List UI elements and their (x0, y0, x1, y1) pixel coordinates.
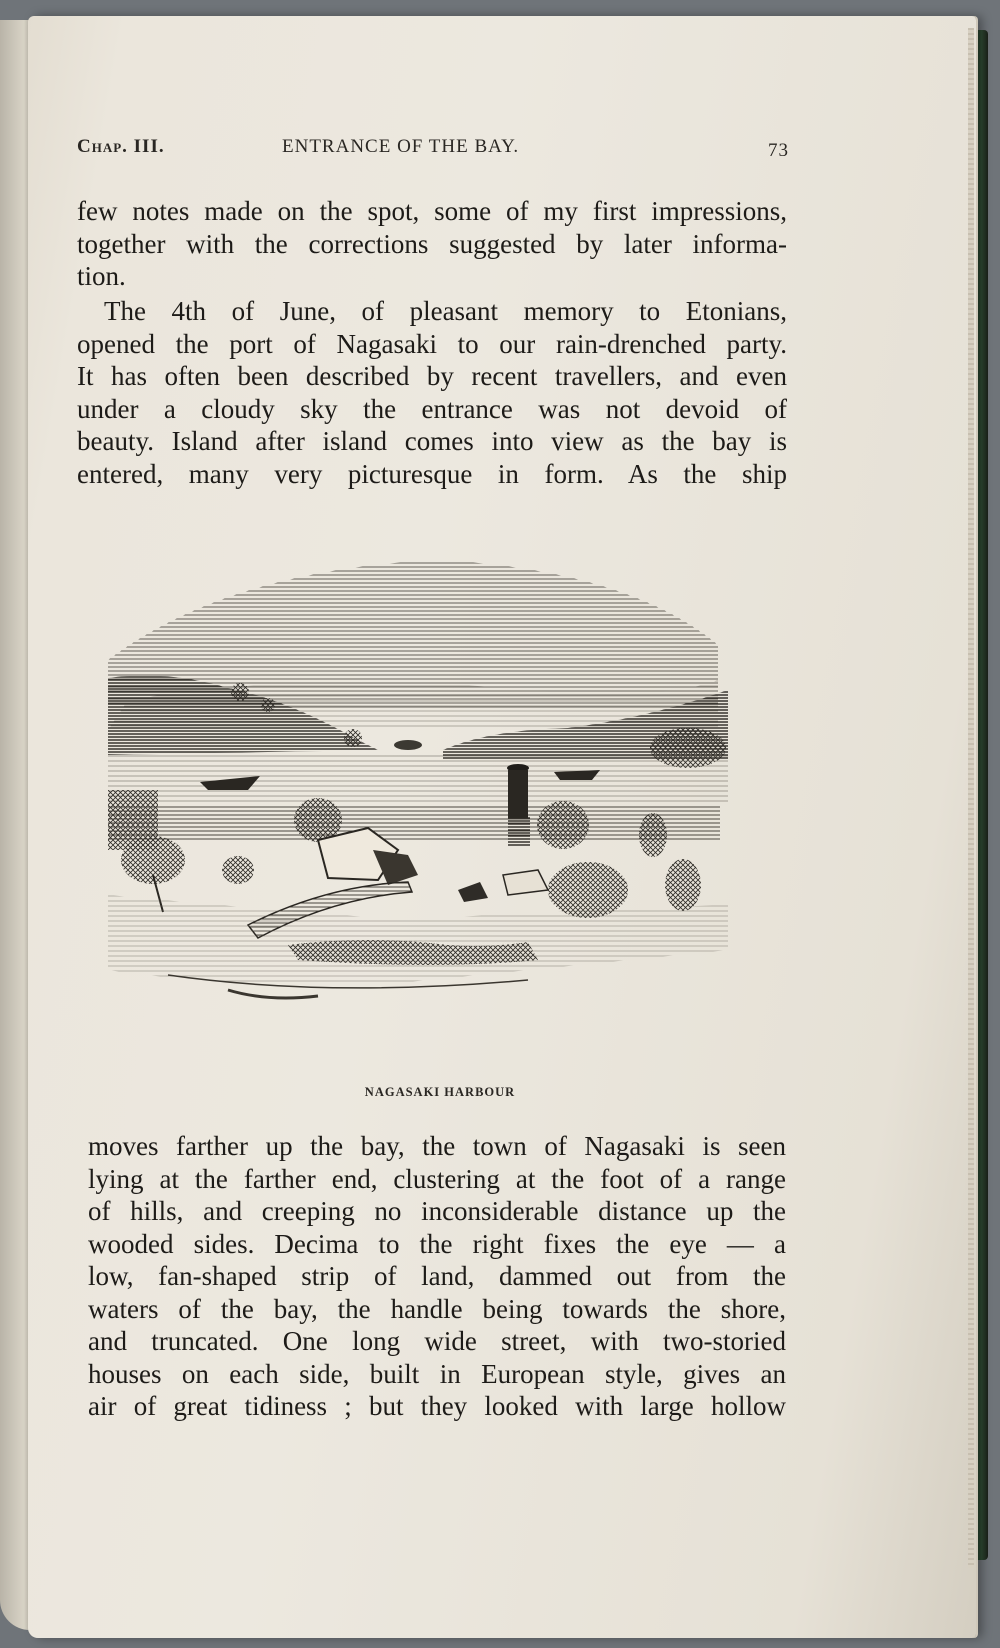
running-title: ENTRANCE OF THE BAY. (282, 136, 520, 157)
page-fore-edge (968, 28, 974, 1568)
text-line: and truncated. One long wide street, with two-storied (88, 1326, 786, 1356)
text-line: The 4th of June, of pleasant memory to Etonians, (104, 296, 787, 326)
text-line: houses on each side, built in European style, gives an (88, 1358, 786, 1389)
text-line: tion. (77, 261, 126, 291)
text-line: lying at the farther end, clustering at the foot of a range (88, 1163, 786, 1194)
text-line: few notes made on the spot, some of my first impressions, (77, 196, 787, 226)
text-line: waters of the bay, the handle being towards the shore, (88, 1293, 786, 1324)
text-line: of hills, and creeping no inconsiderable distance up the (88, 1196, 786, 1226)
paragraph-2 (77, 295, 787, 490)
text-line: air of great tidiness ; but they looked with large hollow (88, 1391, 786, 1421)
paragraph-1 (77, 195, 787, 293)
text-line: low, fan-shaped strip of land, dammed out from the (88, 1261, 786, 1291)
text-line: It has often been described by recent travellers, and even (77, 361, 787, 391)
text-line: moves farther up the bay, the town of Nagasaki is seen (88, 1131, 786, 1161)
text-line: beauty. Island after island comes into view as the bay is (77, 426, 787, 456)
figure-caption: NAGASAKI HARBOUR (364, 1085, 516, 1099)
paragraph-3 (88, 1130, 786, 1423)
running-header (77, 136, 787, 166)
text-line: entered, many very picturesque in form. As the ship (77, 458, 787, 489)
engraving-nagasaki-harbour (108, 550, 768, 1050)
text-line: opened the port of Nagasaki to our rain-drenched party. (77, 328, 787, 359)
text-line: together with the corrections suggested by later informa- (77, 228, 787, 259)
chapter-label: Chap. III. (77, 136, 165, 157)
page-number: 73 (768, 140, 789, 161)
text-line: under a cloudy sky the entrance was not devoid of (77, 393, 787, 424)
text-line: wooded sides. Decima to the right fixes the eye — a (88, 1228, 786, 1259)
